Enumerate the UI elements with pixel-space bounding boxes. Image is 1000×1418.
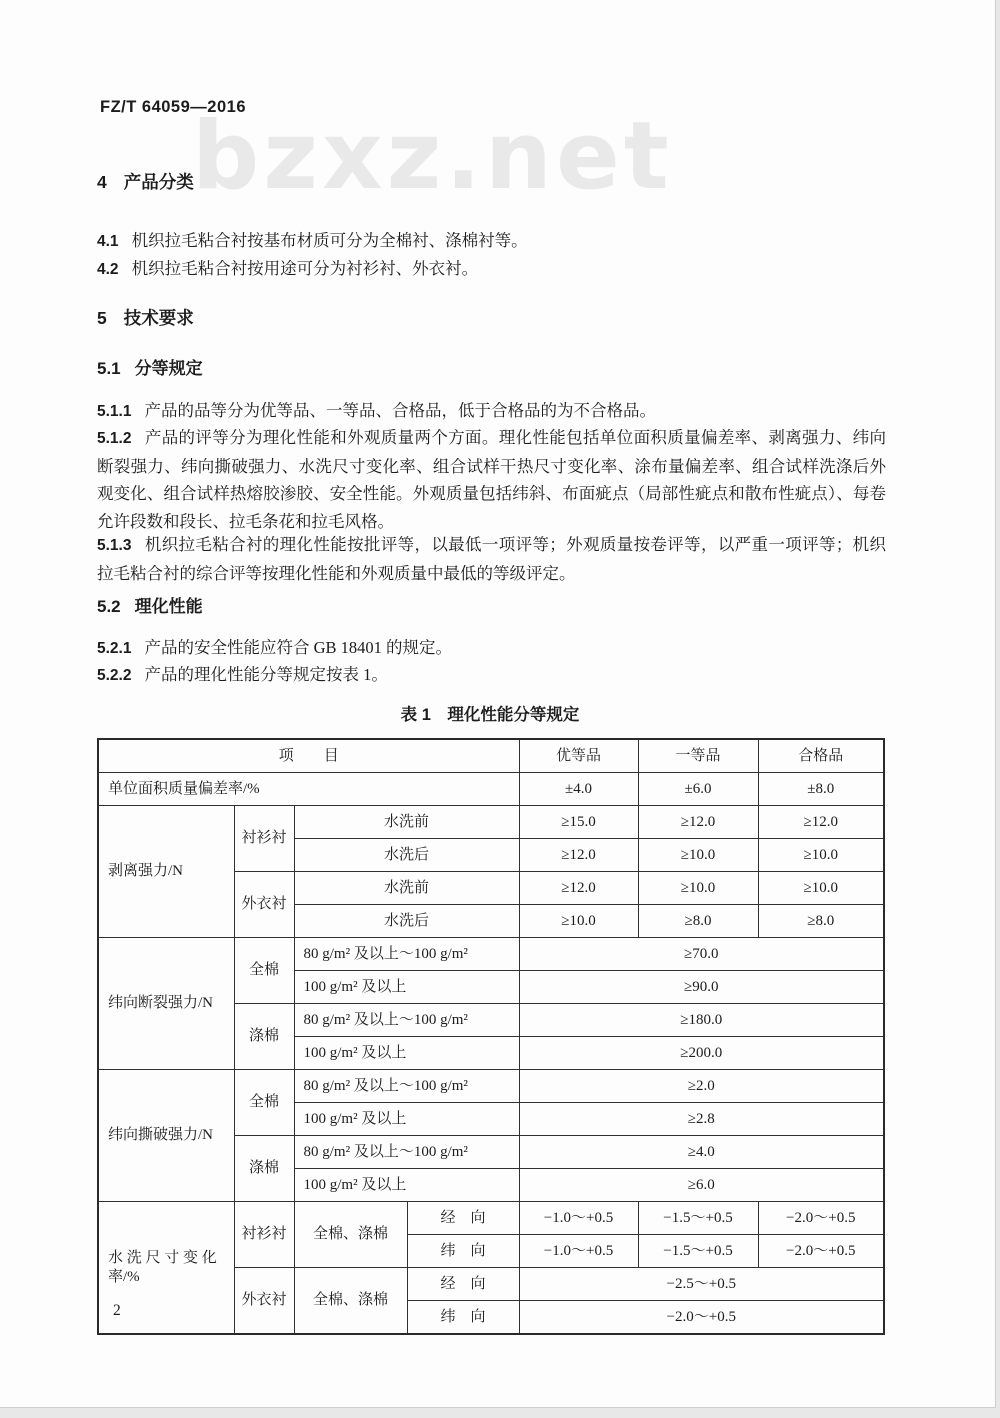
clause-5-2-1-number: 5.2.1 bbox=[97, 640, 132, 657]
watermark-text: bzxz.net bbox=[192, 102, 673, 211]
table-header-row bbox=[98, 739, 884, 773]
table-cell: 外衣衬 bbox=[234, 872, 294, 938]
table-cell: ≥90.0 bbox=[519, 971, 884, 1004]
table-cell: 水洗后 bbox=[294, 905, 519, 938]
table-cell: 涤棉 bbox=[234, 1004, 294, 1070]
table-cell: ≥8.0 bbox=[758, 905, 884, 938]
table-cell: 80 g/m² 及以上～100 g/m² bbox=[294, 1070, 519, 1103]
table-cell: −1.5～+0.5 bbox=[638, 1235, 758, 1268]
table-cell: −1.0～+0.5 bbox=[519, 1235, 638, 1268]
table-cell: 100 g/m² 及以上 bbox=[294, 1169, 519, 1202]
table-cell: 经 向 bbox=[407, 1202, 519, 1235]
table-cell: −2.0～+0.5 bbox=[519, 1301, 884, 1335]
table-cell: −1.0～+0.5 bbox=[519, 1202, 638, 1235]
section-4-heading bbox=[97, 171, 194, 193]
standard-number: FZ/T 64059—2016 bbox=[100, 98, 246, 116]
table-row bbox=[98, 806, 884, 839]
clause-5-2-2 bbox=[97, 661, 388, 690]
table-cell: 涤棉 bbox=[234, 1136, 294, 1202]
table-cell: 全棉、涤棉 bbox=[294, 1202, 407, 1268]
section-4-number: 4 bbox=[97, 172, 107, 192]
section-5-1-title: 分等规定 bbox=[134, 359, 203, 378]
clause-5-1-2-number: 5.1.2 bbox=[97, 430, 132, 447]
table-cell: ≥10.0 bbox=[758, 839, 884, 872]
clause-4-2-number: 4.2 bbox=[97, 261, 119, 278]
table-cell: ≥180.0 bbox=[519, 1004, 884, 1037]
table-1-physical-properties bbox=[97, 738, 885, 1335]
table-cell: ±6.0 bbox=[638, 773, 758, 806]
table-cell: ≥4.0 bbox=[519, 1136, 884, 1169]
table-cell: ≥2.0 bbox=[519, 1070, 884, 1103]
table-cell: ≥12.0 bbox=[519, 839, 638, 872]
table-cell: 全棉 bbox=[234, 1070, 294, 1136]
section-5-heading bbox=[97, 307, 194, 329]
table-cell: 80 g/m² 及以上～100 g/m² bbox=[294, 1004, 519, 1037]
section-4-title: 产品分类 bbox=[123, 172, 194, 192]
table-header-cell: 优等品 bbox=[519, 739, 638, 773]
clause-5-1-3-text: 机织拉毛粘合衬的理化性能按批评等，以最低一项评等；外观质量按卷评等，以严重一项评等；机织拉毛粘合衬的综合评等按理化性能和外观质量中最低的等级评定。 bbox=[97, 535, 886, 583]
table-cell: ≥10.0 bbox=[758, 872, 884, 905]
clause-5-2-2-number: 5.2.2 bbox=[97, 667, 132, 684]
page-number: 2 bbox=[113, 1302, 121, 1319]
clause-4-1-text: 机织拉毛粘合衬按基布材质可分为全棉衬、涤棉衬等。 bbox=[131, 231, 528, 250]
clause-5-2-2-text: 产品的理化性能分等规定按表 1。 bbox=[144, 665, 388, 684]
table-cell: 80 g/m² 及以上～100 g/m² bbox=[294, 1136, 519, 1169]
section-5-1-number: 5.1 bbox=[97, 359, 121, 378]
table-cell: 剥离强力/N bbox=[98, 806, 234, 938]
table-cell: 全棉、涤棉 bbox=[294, 1268, 407, 1335]
table-cell: 衬衫衬 bbox=[234, 1202, 294, 1268]
table-cell: 水洗前 bbox=[294, 806, 519, 839]
clause-5-1-1-number: 5.1.1 bbox=[97, 403, 132, 420]
table-cell: ≥8.0 bbox=[638, 905, 758, 938]
table-cell: 经 向 bbox=[407, 1268, 519, 1301]
table-cell: 水 洗 尺 寸 变 化 率/% bbox=[98, 1202, 234, 1335]
table-cell: 外衣衬 bbox=[234, 1268, 294, 1335]
clause-5-2-1-text: 产品的安全性能应符合 GB 18401 的规定。 bbox=[144, 638, 453, 657]
section-5-title: 技术要求 bbox=[123, 308, 194, 328]
table-row bbox=[98, 938, 884, 971]
clause-5-1-2-text: 产品的评等分为理化性能和外观质量两个方面。理化性能包括单位面积质量偏差率、剥离强力、纬向断裂强力、纬向撕破强力、水洗尺寸变化率、组合试样干热尺寸变化率、涂布量偏差率、组合试样洗涤后外观变化、组合试样热熔胶渗胶、安全性能。外观质量包括纬斜、布面疵点（局部性疵点和散布性疵点）、每卷允许段数和段长、拉毛条花和拉毛风格。 bbox=[97, 428, 886, 531]
table-cell: ≥12.0 bbox=[519, 872, 638, 905]
clause-4-2 bbox=[97, 255, 478, 284]
clause-4-2-text: 机织拉毛粘合衬按用途可分为衬衫衬、外衣衬。 bbox=[131, 259, 479, 278]
table-cell: −2.0～+0.5 bbox=[758, 1202, 884, 1235]
table-cell: 纬 向 bbox=[407, 1235, 519, 1268]
table-cell: 单位面积质量偏差率/% bbox=[98, 773, 519, 806]
section-5-2-title: 理化性能 bbox=[134, 597, 203, 616]
table-cell: 100 g/m² 及以上 bbox=[294, 971, 519, 1004]
table-cell: ≥12.0 bbox=[758, 806, 884, 839]
table-cell: ±8.0 bbox=[758, 773, 884, 806]
table-cell: 全棉 bbox=[234, 938, 294, 1004]
table-cell: ≥2.8 bbox=[519, 1103, 884, 1136]
section-5-1-heading bbox=[97, 358, 203, 380]
table-cell: ≥15.0 bbox=[519, 806, 638, 839]
table-row bbox=[98, 1070, 884, 1103]
table-cell: ≥200.0 bbox=[519, 1037, 884, 1070]
table-cell: 水洗前 bbox=[294, 872, 519, 905]
table-row bbox=[98, 1202, 884, 1235]
table-cell: ≥10.0 bbox=[638, 872, 758, 905]
clause-5-1-3-number: 5.1.3 bbox=[97, 537, 132, 554]
table-cell: 100 g/m² 及以上 bbox=[294, 1103, 519, 1136]
clause-5-2-1 bbox=[97, 634, 452, 663]
section-5-number: 5 bbox=[97, 308, 107, 328]
clause-4-1 bbox=[97, 227, 528, 256]
table-cell: ±4.0 bbox=[519, 773, 638, 806]
table-cell: ≥10.0 bbox=[638, 839, 758, 872]
table-cell: 水洗后 bbox=[294, 839, 519, 872]
table-header-cell: 一等品 bbox=[638, 739, 758, 773]
clause-5-1-3 bbox=[97, 531, 886, 587]
table-row bbox=[98, 773, 884, 806]
clause-5-1-1 bbox=[97, 397, 656, 426]
table-1-caption: 表 1 理化性能分等规定 bbox=[400, 706, 580, 724]
section-5-2-number: 5.2 bbox=[97, 597, 121, 616]
table-cell: 纬向断裂强力/N bbox=[98, 938, 234, 1070]
table-cell: −2.5～+0.5 bbox=[519, 1268, 884, 1301]
table-cell: ≥70.0 bbox=[519, 938, 884, 971]
table-cell: ≥10.0 bbox=[519, 905, 638, 938]
section-5-2-heading bbox=[97, 596, 203, 618]
table-cell: 衬衫衬 bbox=[234, 806, 294, 872]
table-cell: 80 g/m² 及以上～100 g/m² bbox=[294, 938, 519, 971]
table-cell: 100 g/m² 及以上 bbox=[294, 1037, 519, 1070]
table-header-cell: 合格品 bbox=[758, 739, 884, 773]
table-cell: ≥12.0 bbox=[638, 806, 758, 839]
table-header-cell: 项 目 bbox=[98, 739, 519, 773]
clause-4-1-number: 4.1 bbox=[97, 233, 119, 250]
table-cell: −2.0～+0.5 bbox=[758, 1235, 884, 1268]
table-cell: −1.5～+0.5 bbox=[638, 1202, 758, 1235]
clause-5-1-1-text: 产品的品等分为优等品、一等品、合格品，低于合格品的为不合格品。 bbox=[144, 401, 656, 420]
clause-5-1-2 bbox=[97, 424, 886, 535]
table-cell: 纬向撕破强力/N bbox=[98, 1070, 234, 1202]
table-cell: 纬 向 bbox=[407, 1301, 519, 1335]
table-cell: ≥6.0 bbox=[519, 1169, 884, 1202]
